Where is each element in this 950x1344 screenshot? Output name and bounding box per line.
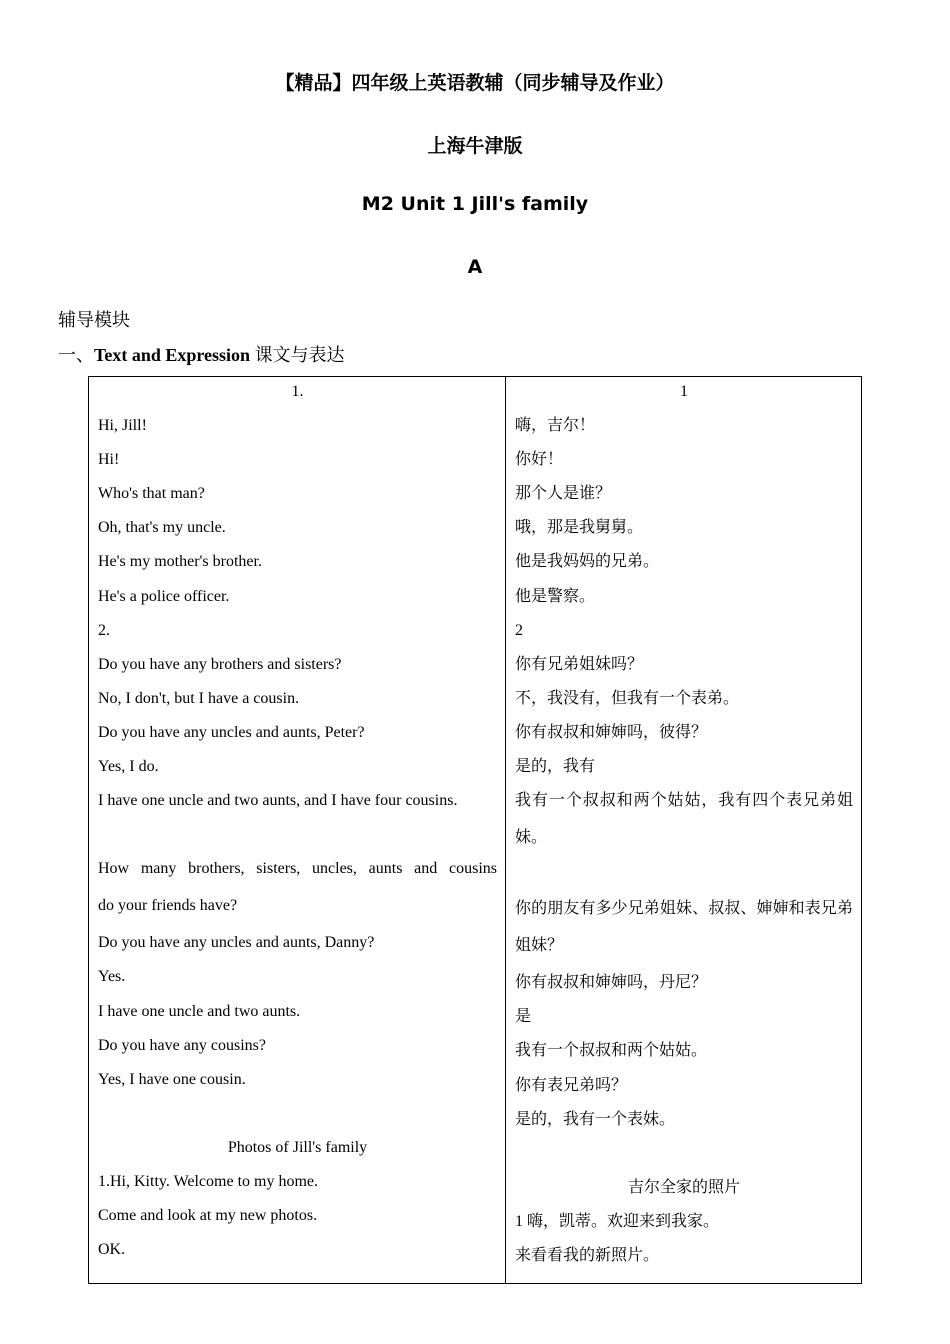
section-letter: A [467, 256, 483, 278]
chinese-line: 是的，我有一个表妹。 [515, 1110, 676, 1128]
chinese-line: 那个人是谁？ [515, 485, 612, 503]
chinese-line: 你有叔叔和婶婶吗，丹尼？ [515, 974, 708, 992]
english-line: Yes, I have one cousin. [98, 1070, 246, 1088]
chinese-line: 他是我妈妈的兄弟。 [515, 553, 660, 571]
chinese-line: 我有一个叔叔和两个姑姑。 [515, 1042, 708, 1060]
section-heading [58, 341, 345, 367]
chinese-line: 你的朋友有多少兄弟姐妹、叔叔、婶婶和表兄弟 [515, 900, 853, 918]
english-line: Do you have any uncles and aunts, Peter? [98, 723, 365, 741]
unit-title: M2 Unit 1 Jill's family [361, 193, 589, 215]
chinese-line: 是 [515, 1008, 532, 1026]
english-line: I have one uncle and two aunts, and I have four cousins. [98, 792, 458, 810]
english-line: How many brothers, sisters, uncles, aunts and cousins [98, 860, 497, 878]
table-row [89, 377, 862, 1284]
section-heading-cn: 课文与表达 [250, 345, 345, 365]
english-line: Hi, Jill! [98, 417, 147, 435]
english-line: do your friends have? [98, 897, 238, 915]
chinese-line: 你有叔叔和婶婶吗，彼得？ [515, 723, 708, 741]
english-part-number: 2. [98, 621, 110, 639]
spacer [515, 862, 853, 896]
chinese-line: 你好！ [515, 451, 564, 469]
english-line: He's my mother's brother. [98, 553, 262, 571]
chinese-part-number: 2 [515, 621, 523, 639]
spacer [98, 822, 497, 856]
chinese-line: 你有兄弟姐妹吗？ [515, 655, 644, 673]
chinese-line: 不，我没有，但我有一个表弟。 [515, 689, 740, 707]
english-line: He's a police officer. [98, 587, 230, 605]
english-line: Yes. [98, 968, 126, 986]
english-line: 1.Hi, Kitty. Welcome to my home. [98, 1172, 319, 1190]
chinese-photos-title: 吉尔全家的照片 [627, 1178, 740, 1196]
chinese-part-number: 1 [680, 383, 688, 400]
spacer [515, 1141, 853, 1175]
english-line: No, I don't, but I have a cousin. [98, 689, 300, 707]
chinese-line: 我有一个叔叔和两个姑姑，我有四个表兄弟姐 [515, 792, 853, 810]
english-line: Do you have any cousins? [98, 1036, 266, 1054]
english-line: Oh, that's my uncle. [98, 519, 226, 537]
spacer [98, 1101, 497, 1135]
section-heading-en: Text and Expression [94, 345, 251, 365]
chinese-column [506, 377, 862, 1284]
document-title: 【精品】四年级上英语教辅（同步辅导及作业） [275, 72, 675, 94]
english-photos-title: Photos of Jill's family [227, 1138, 368, 1156]
chinese-line: 哦，那是我舅舅。 [515, 519, 644, 537]
chinese-line: 妹。 [515, 829, 548, 847]
edition-title: 上海牛津版 [427, 135, 523, 157]
section-prefix: 一、 [58, 345, 94, 365]
english-line: Who's that man? [98, 485, 205, 503]
text-table [88, 376, 862, 1284]
chinese-line: 是的，我有 [515, 758, 596, 776]
english-line: Do you have any brothers and sisters? [98, 655, 342, 673]
chinese-line: 来看看我的新照片。 [515, 1246, 660, 1264]
english-line: Hi! [98, 451, 120, 469]
chinese-line: 1 嗨，凯蒂。欢迎来到我家。 [515, 1212, 720, 1230]
english-line: Come and look at my new photos. [98, 1207, 318, 1225]
english-line: Do you have any uncles and aunts, Danny? [98, 934, 375, 952]
chinese-line: 你有表兄弟吗？ [515, 1076, 628, 1094]
chinese-line: 嗨，吉尔！ [515, 417, 596, 435]
english-line: I have one uncle and two aunts. [98, 1002, 301, 1020]
module-label: 辅导模块 [58, 310, 130, 330]
chinese-line: 他是警察。 [515, 587, 596, 605]
english-line: Yes, I do. [98, 758, 159, 776]
english-part-number: 1. [291, 383, 304, 400]
english-column [89, 377, 506, 1284]
chinese-line: 姐妹？ [515, 937, 564, 955]
english-line: OK. [98, 1241, 126, 1259]
